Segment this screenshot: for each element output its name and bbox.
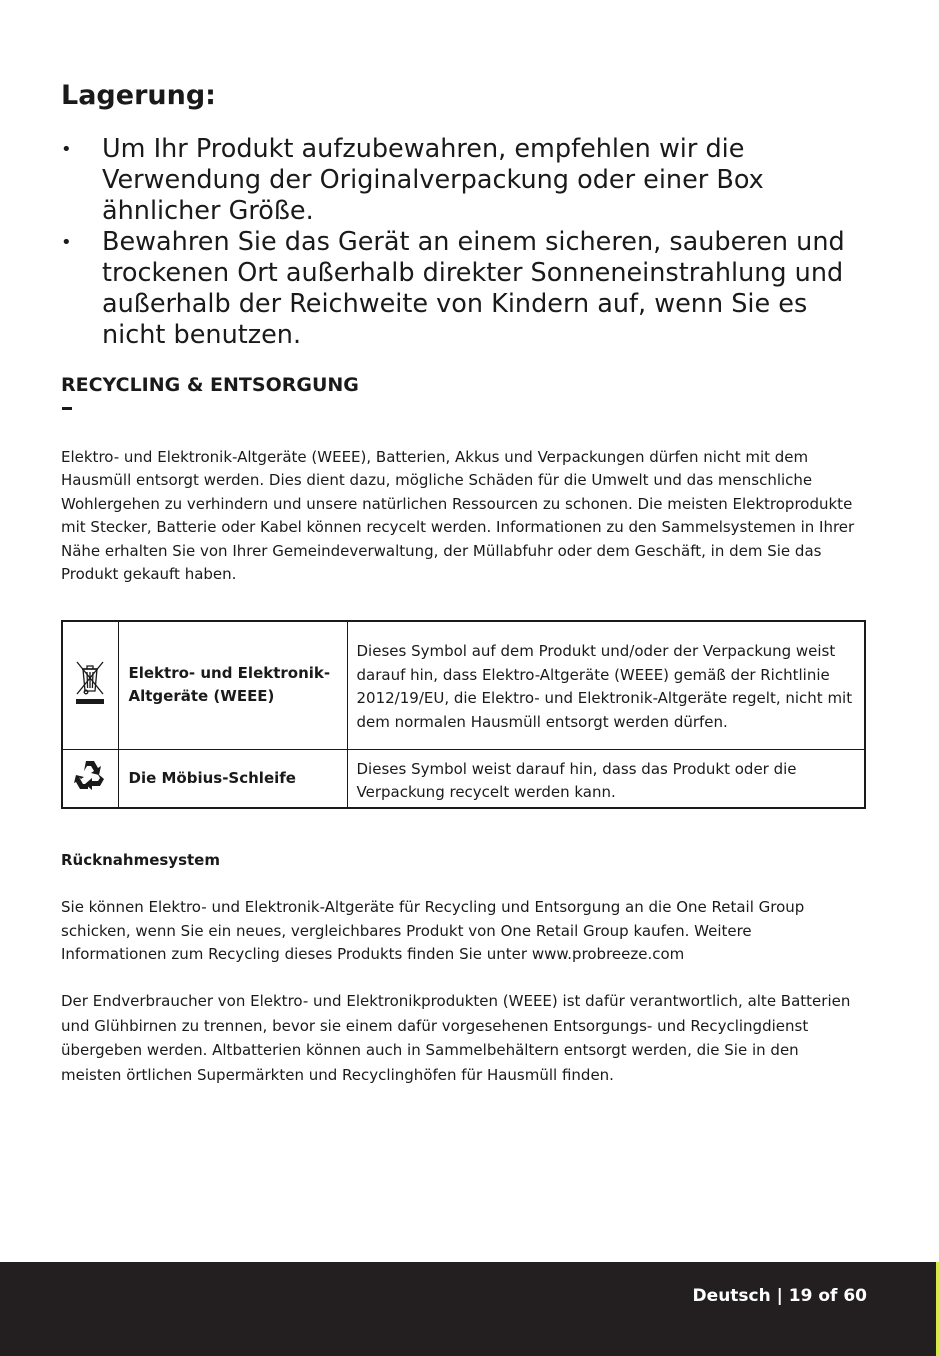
- symbol-description-cell: Dieses Symbol weist darauf hin, dass das Produkt oder die Verpackung recycelt werden kann.: [347, 749, 865, 808]
- symbol-name-cell: Elektro- und Elektronik-Altgeräte (WEEE): [118, 621, 347, 749]
- symbol-name-cell: Die Möbius-Schleife: [118, 749, 347, 808]
- storage-bullet-item: [61, 227, 851, 351]
- storage-bullet-text: Um Ihr Produkt aufzubewahren, empfehlen wir die Verwendung der Originalverpackung oder einer Box ähnlicher Größe.: [102, 134, 764, 226]
- storage-heading: Lagerung:: [61, 80, 216, 111]
- table-row: [62, 749, 865, 808]
- heading-dash-divider: [62, 407, 72, 410]
- mobius-loop-recycling-icon: [72, 758, 108, 794]
- table-row: [62, 621, 865, 749]
- end-user-paragraph: Der Endverbraucher von Elektro- und Elektronikprodukten (WEEE) ist dafür verantwortlich, alte Batterien und Glühbirnen zu trennen, bevor sie einem dafür vorgesehenen Entsorgungs- und Recyclingdienst übergeben werden. Altbatterien können auch in Sammelbehältern entsorgt werden, die Sie in den meisten örtlichen Supermärkten und Recyclinghöfen für Hausmüll finden.: [61, 992, 851, 1084]
- symbol-description-cell: Dieses Symbol auf dem Produkt und/oder der Verpackung weist darauf hin, dass Elektro-Altgeräte (WEEE) gemäß der Richtlinie 2012/19/EU, die Elektro- und Elektronik-Altgeräte regelt, nicht mit dem normalen Hausmüll entsorgt werden dürfen.: [347, 621, 865, 749]
- recycling-symbols-table: [61, 620, 866, 809]
- takeback-heading: Rücknahmesystem: [61, 851, 220, 869]
- recycling-intro-paragraph: Elektro- und Elektronik-Altgeräte (WEEE), Batterien, Akkus und Verpackungen dürfen nicht mit dem Hausmüll entsorgt werden. Dies dient dazu, mögliche Schäden für die Umwelt und das menschliche Wohlergehen zu verhindern und unsere natürlichen Ressourcen zu schonen. Die meisten Elektroprodukte mit Stecker, Batterie oder Kabel können recycelt werden. Informationen zu den Sammelsystemen in Ihrer Nähe erhalten Sie von Ihrer Gemeindeverwaltung, der Müllabfuhr oder dem Geschäft, in dem Sie das Produkt gekauft haben.: [61, 448, 855, 584]
- bullet-icon: •: [61, 139, 72, 160]
- crossed-out-wheelie-bin-icon: [74, 659, 106, 707]
- recycling-heading: RECYCLING & ENTSORGUNG: [61, 374, 359, 396]
- storage-bullet-item: [61, 134, 851, 227]
- symbol-icon-cell: [62, 749, 118, 808]
- symbol-icon-cell: [62, 621, 118, 749]
- storage-bullet-text: Bewahren Sie das Gerät an einem sicheren, sauberen und trockenen Ort außerhalb direkter Sonneneinstrahlung und außerhalb der Reichweite von Kindern auf, wenn Sie es nicht benutzen.: [102, 227, 845, 350]
- storage-bullet-list: [61, 134, 851, 351]
- page-number-label: Deutsch | 19 of 60: [692, 1286, 867, 1306]
- page-footer: [0, 1262, 939, 1356]
- bullet-icon: •: [61, 232, 72, 253]
- takeback-paragraph: Sie können Elektro- und Elektronik-Altgeräte für Recycling und Entsorgung an die One Retail Group schicken, wenn Sie ein neues, vergleichbares Produkt von One Retail Group kaufen. Weitere Informationen zum Recycling dieses Produkts finden Sie unter www.probreeze.com: [61, 898, 805, 963]
